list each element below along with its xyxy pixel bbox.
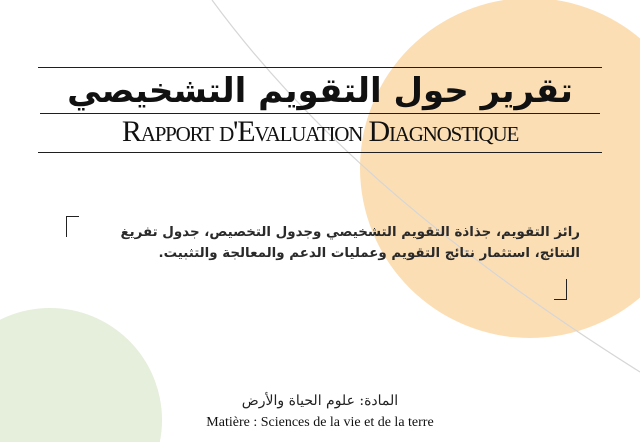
- peach-circle: [360, 0, 640, 338]
- title-arabic: تقرير حول التقويم التشخيصي: [67, 71, 573, 111]
- subject-arabic: المادة: علوم الحياة والأرض: [241, 393, 399, 409]
- bottom-rule: [38, 152, 602, 153]
- subject-french: Matière : Sciences de la vie et de la terre: [206, 415, 434, 430]
- description-text: رائز التقويم، جذاذة التقويم التشخيصي وجدول التخصيص، جدول تفريغ النتائج، استثمار نتائج التقويم وعمليات الدعم والمعالجة والتثبيت.: [120, 225, 580, 261]
- bracket-bottom-right: [554, 279, 567, 300]
- title-french: Rapport d'Evaluation Diagnostique: [121, 115, 519, 148]
